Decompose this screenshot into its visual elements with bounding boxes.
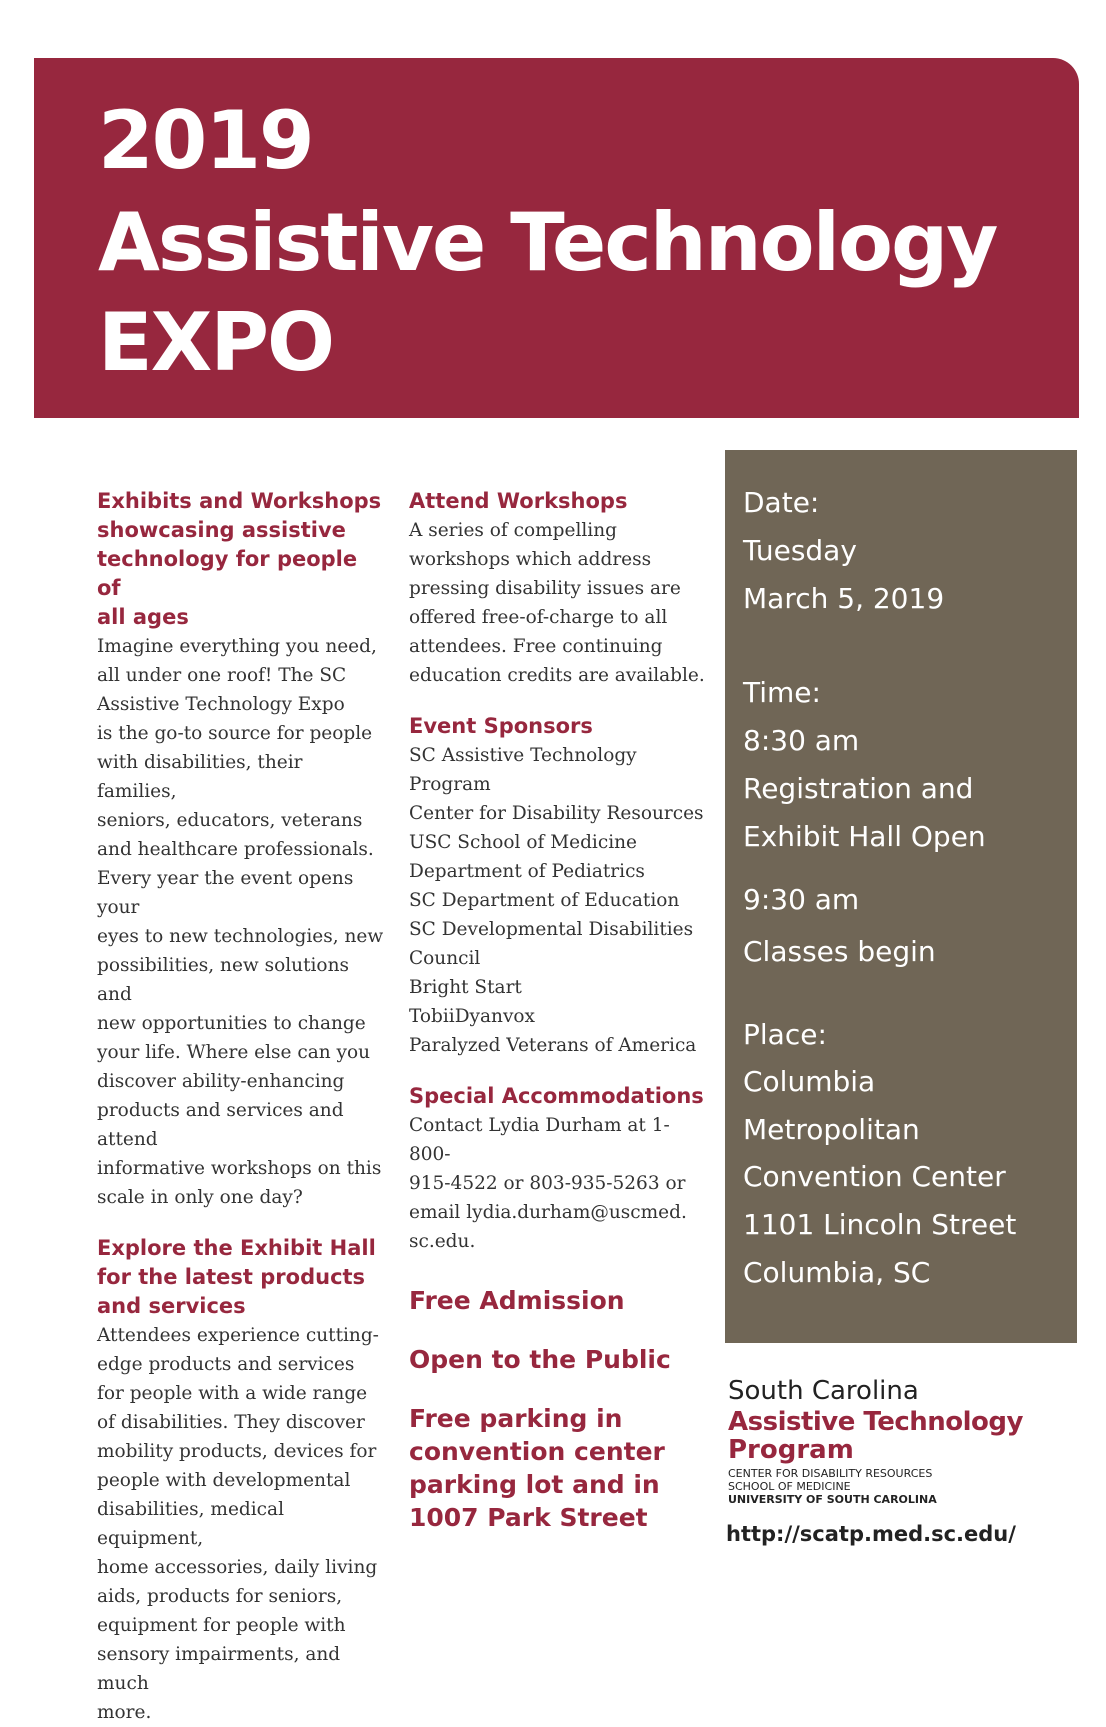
website-link[interactable]: http://scatp.med.sc.edu/: [726, 1522, 1016, 1546]
logo-school: SCHOOL OF MEDICINE: [728, 1480, 851, 1493]
classes-desc: Classes begin: [743, 935, 936, 968]
title-banner: [34, 58, 1079, 418]
logo-program-word: Program: [728, 1435, 854, 1465]
workshops-heading: Attend Workshops: [409, 489, 628, 513]
logo-program-name: Assistive Technology: [728, 1407, 1023, 1437]
place-line2: Metropolitan: [743, 1113, 920, 1146]
time-label: Time:: [743, 676, 821, 709]
place-line1: Columbia: [743, 1065, 876, 1098]
exhibit-hall-desc: Exhibit Hall Open: [743, 820, 986, 853]
registration-desc: Registration and: [743, 772, 974, 805]
workshops-body: A series of compelling workshops which address pressing disability issues are offered free-of-charge to all attendees. Free continuing education credits are available.: [409, 520, 705, 686]
sponsors-list: SC Assistive Technology Program Center for Disability Resources USC School of Medicine Department of Pediatrics SC Department of Education SC Developmental Disabilities Council Bright Start TobiiDyanvox Paralyzed Veterans of America: [409, 745, 704, 1056]
middle-column: [409, 487, 709, 1534]
event-details-panel: [725, 450, 1077, 1343]
place-line3: Convention Center: [743, 1160, 1006, 1193]
place-line5: Columbia, SC: [743, 1256, 931, 1289]
accommodations-body: Contact Lydia Durham at 1-800- 915-4522 or 803-935-5263 or email lydia.durham@uscmed. sc.edu.: [409, 1115, 687, 1252]
event-day: Tuesday: [743, 534, 857, 567]
exhibits-body: Imagine everything you need, all under one roof! The SC Assistive Technology Expo is the go-to source for people with disabilities, their families, seniors, educators, veterans and healthcare professionals. Every year the event opens your eyes to new technologies, new possibilities, new solutions and new opportunities to change your life. Where else can you discover ability-enhancing products and services and attend informative workshops on this scale in only one day?: [97, 636, 384, 1208]
free-admission: Free Admission: [409, 1286, 625, 1315]
place-line4: 1101 Lincoln Street: [743, 1208, 1017, 1241]
place-label: Place:: [743, 1018, 827, 1051]
open-to-public: Open to the Public: [409, 1345, 671, 1374]
exhibit-hall-body: Attendees experience cutting- edge products and services for people with a wide range of disabilities. They discover mobility products, devices for people with developmental disabilities, medical equipment, home accessories, daily living aids, products for seniors, equipment for people with sensory impairments, and much more.: [97, 1325, 379, 1723]
logo-university: UNIVERSITY OF SOUTH CAROLINA: [728, 1493, 937, 1506]
logo-center: CENTER FOR DISABILITY RESOURCES: [728, 1467, 933, 1480]
parking-info: Free parking in convention center parking lot and in 1007 Park Street: [409, 1404, 665, 1532]
event-date: March 5, 2019: [743, 582, 945, 615]
title-year: 2019: [98, 94, 313, 187]
date-label: Date:: [743, 486, 820, 519]
title-expo: EXPO: [98, 296, 333, 389]
exhibits-heading: Exhibits and Workshops showcasing assistive technology for people of all ages: [97, 489, 382, 629]
sponsors-heading: Event Sponsors: [409, 714, 593, 738]
left-column: [97, 487, 387, 1727]
time-registration: 8:30 am: [743, 724, 860, 757]
title-main: Assistive Technology: [98, 196, 997, 289]
accommodations-heading: Special Accommodations: [409, 1084, 704, 1108]
time-classes: 9:30 am: [743, 883, 860, 916]
exhibit-hall-heading: Explore the Exhibit Hall for the latest products and services: [97, 1236, 376, 1318]
logo-state: South Carolina: [728, 1376, 919, 1406]
